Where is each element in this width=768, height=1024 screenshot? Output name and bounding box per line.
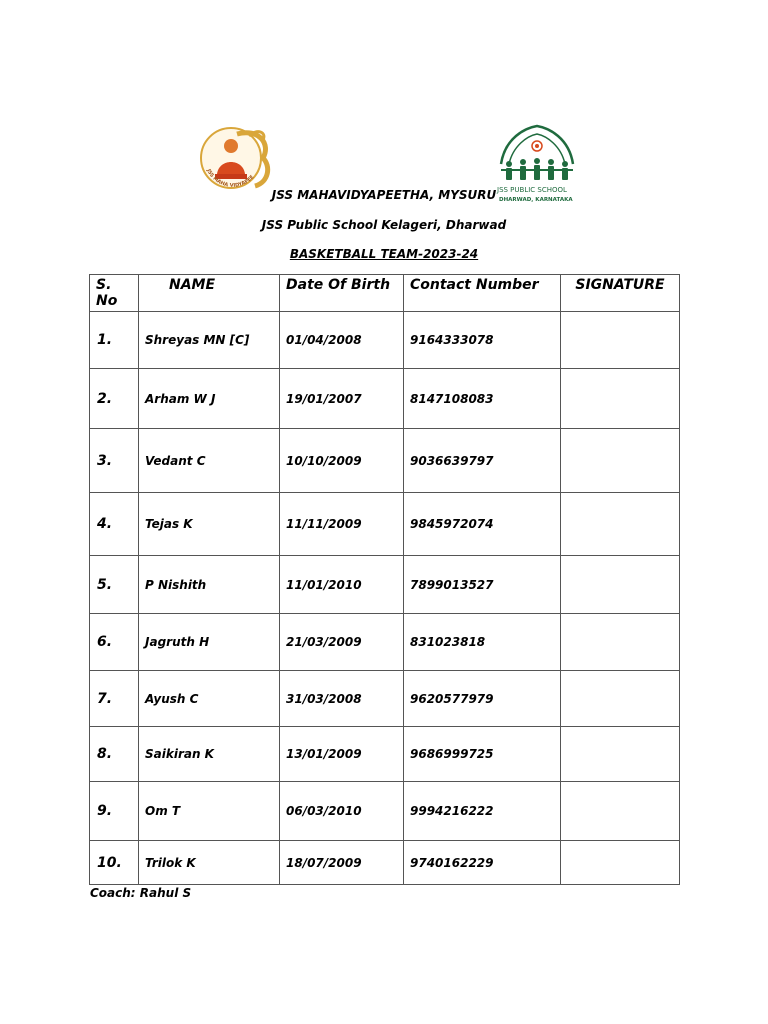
cell-contact: 9994216222	[404, 782, 561, 841]
cell-signature	[561, 556, 680, 614]
cell-dob: 19/01/2007	[280, 369, 404, 429]
col-header-dob: Date Of Birth	[280, 275, 404, 312]
table-row	[90, 671, 680, 727]
table-row	[90, 614, 680, 671]
cell-signature	[561, 429, 680, 493]
cell-name: Ayush C	[139, 671, 280, 727]
cell-name: Trilok K	[139, 841, 280, 885]
table-row	[90, 312, 680, 369]
school-title: JSS Public School Kelageri, Dharwad	[261, 218, 507, 232]
col-header-signature: SIGNATURE	[561, 275, 680, 312]
cell-dob: 13/01/2009	[280, 727, 404, 782]
cell-sno: 5.	[90, 556, 139, 614]
cell-dob: 06/03/2010	[280, 782, 404, 841]
coach-name: Coach: Rahul S	[90, 886, 192, 900]
cell-dob: 21/03/2009	[280, 614, 404, 671]
cell-dob: 01/04/2008	[280, 312, 404, 369]
right-logo-place: DHARWAD, KARNATAKA	[499, 197, 573, 203]
cell-contact: 9686999725	[404, 727, 561, 782]
table-row	[90, 841, 680, 885]
cell-name: Tejas K	[139, 493, 280, 556]
cell-name: Arham W J	[139, 369, 280, 429]
cell-signature	[561, 312, 680, 369]
team-table	[89, 274, 680, 885]
cell-signature	[561, 671, 680, 727]
team-title: BASKETBALL TEAM-2023-24	[289, 247, 479, 261]
cell-name: Vedant C	[139, 429, 280, 493]
cell-dob: 18/07/2009	[280, 841, 404, 885]
cell-sno: 2.	[90, 369, 139, 429]
table-row	[90, 369, 680, 429]
cell-signature	[561, 782, 680, 841]
cell-sno: 1.	[90, 312, 139, 369]
table-row	[90, 429, 680, 493]
cell-sno: 8.	[90, 727, 139, 782]
cell-signature	[561, 727, 680, 782]
cell-signature	[561, 369, 680, 429]
cell-contact: 9620577979	[404, 671, 561, 727]
cell-dob: 11/01/2010	[280, 556, 404, 614]
cell-name: Saikiran K	[139, 727, 280, 782]
cell-sno: 6.	[90, 614, 139, 671]
col-header-contact: Contact Number	[404, 275, 561, 312]
col-header-name: NAME	[139, 275, 280, 312]
cell-contact: 9740162229	[404, 841, 561, 885]
cell-name: Om T	[139, 782, 280, 841]
cell-contact: 831023818	[404, 614, 561, 671]
cell-sno: 9.	[90, 782, 139, 841]
cell-sno: 3.	[90, 429, 139, 493]
table-row	[90, 782, 680, 841]
cell-contact: 8147108083	[404, 369, 561, 429]
left-logo-text: JSS MAHA VIDYAPEE	[205, 168, 256, 189]
cell-signature	[561, 841, 680, 885]
cell-signature	[561, 614, 680, 671]
cell-name: Shreyas MN [C]	[139, 312, 280, 369]
cell-contact: 9036639797	[404, 429, 561, 493]
right-logo-name: JSS PUBLIC SCHOOL	[497, 186, 567, 194]
cell-sno: 7.	[90, 671, 139, 727]
cell-contact: 7899013527	[404, 556, 561, 614]
cell-name: P Nishith	[139, 556, 280, 614]
col-header-sno: S. No	[90, 275, 139, 312]
table-row	[90, 493, 680, 556]
cell-signature	[561, 493, 680, 556]
cell-contact: 9845972074	[404, 493, 561, 556]
cell-dob: 31/03/2008	[280, 671, 404, 727]
cell-name: Jagruth H	[139, 614, 280, 671]
cell-sno: 10.	[90, 841, 139, 885]
org-title: JSS MAHAVIDYAPEETHA, MYSURU	[271, 188, 497, 202]
table-header-row	[90, 275, 680, 312]
cell-sno: 4.	[90, 493, 139, 556]
cell-dob: 11/11/2009	[280, 493, 404, 556]
cell-contact: 9164333078	[404, 312, 561, 369]
table-row	[90, 727, 680, 782]
table-row	[90, 556, 680, 614]
cell-dob: 10/10/2009	[280, 429, 404, 493]
